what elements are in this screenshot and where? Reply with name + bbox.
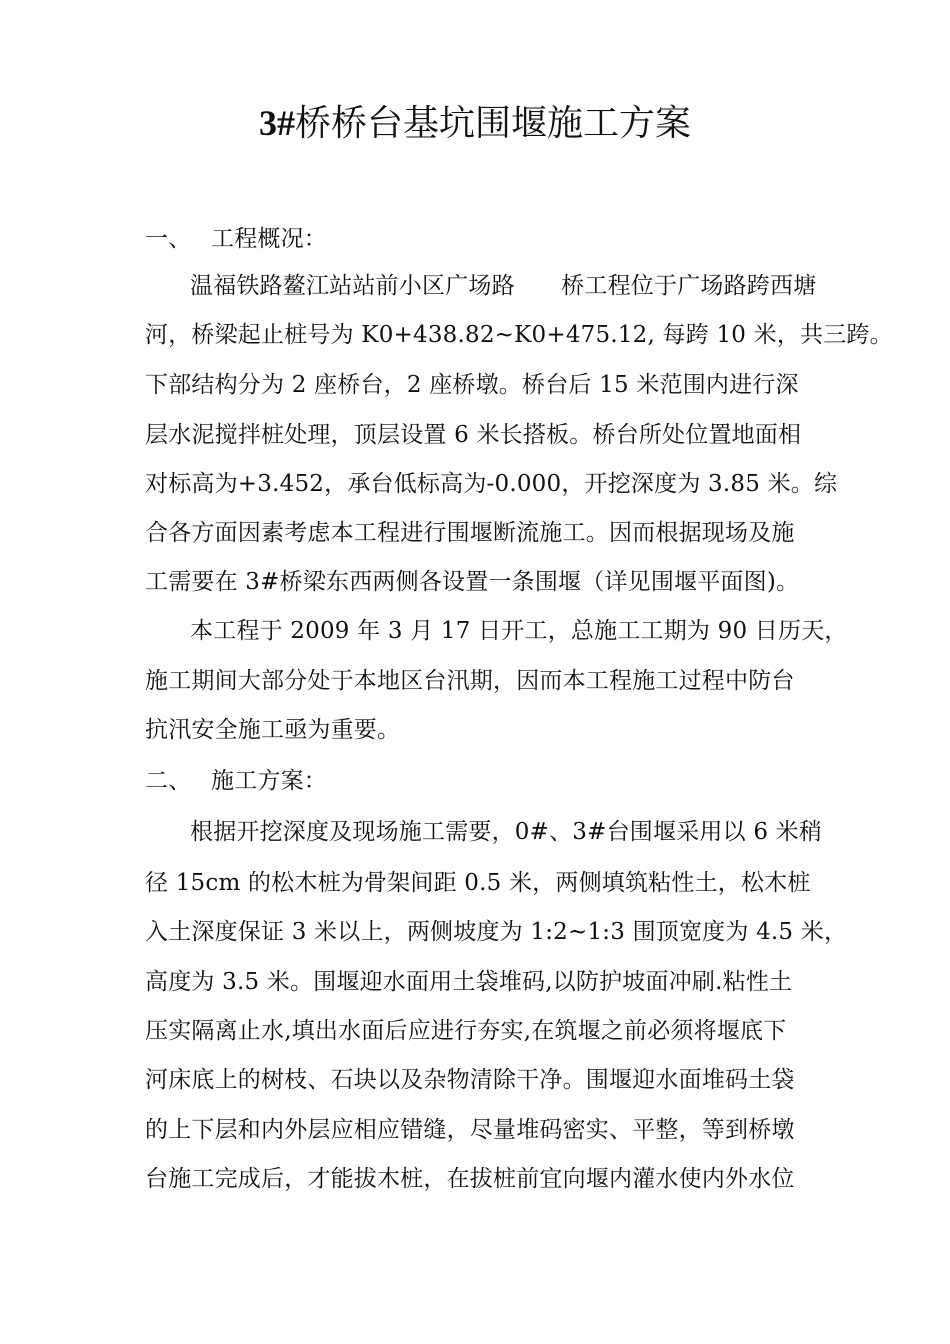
section-number: 二、 bbox=[145, 768, 192, 794]
paragraph-line: 台施工完成后，才能拔木桩，在拔桩前宜向堰内灌水使内外水位 bbox=[145, 1166, 795, 1192]
section-title: 施工方案： bbox=[211, 768, 327, 794]
paragraph-line: 本工程于 2009 年 3 月 17 日开工，总施工工期为 90 日历天， bbox=[190, 618, 848, 644]
paragraph-line: 的上下层和内外层应相应错缝，尽量堆码密实、平整，等到桥墩 bbox=[145, 1117, 795, 1143]
paragraph-line: 压实隔离止水,填出水面后应进行夯实,在筑堰之前必须将堰底下 bbox=[145, 1018, 787, 1044]
paragraph-line: 层水泥搅拌桩处理，顶层设置 6 米长搭板。桥台所处位置地面相 bbox=[145, 422, 802, 448]
paragraph-line: 根据开挖深度及现场施工需要，0#、3#台围堰采用以 6 米稍 bbox=[190, 819, 823, 845]
section-number: 一、 bbox=[145, 226, 192, 252]
paragraph-line: 工需要在 3#桥梁东西两侧各设置一条围堰（详见围堰平面图)。 bbox=[145, 569, 800, 595]
title-text: 桥桥台基坑围堰施工方案 bbox=[294, 103, 691, 144]
paragraph-line: 入土深度保证 3 米以上，两侧坡度为 1:2~1:3 围顶宽度为 4.5 米， bbox=[145, 919, 848, 945]
paragraph-line: 河，桥梁起止桩号为 K0+438.82~K0+475.12, 每跨 10 米，共三跨。 bbox=[145, 322, 893, 348]
paragraph-line: 合各方面因素考虑本工程进行围堰断流施工。因而根据现场及施 bbox=[145, 520, 795, 546]
paragraph-line: 高度为 3.5 米。围堰迎水面用土袋堆码,以防护坡面冲刷.粘性土 bbox=[145, 969, 793, 995]
paragraph-line: 温福铁路鳌江站站前小区广场路 桥工程位于广场路跨西塘 bbox=[190, 273, 817, 299]
paragraph-line: 径 15cm 的松木桩为骨架间距 0.5 米，两侧填筑粘性土，松木桩 bbox=[145, 870, 811, 896]
section-heading bbox=[145, 224, 327, 254]
paragraph-line: 对标高为+3.452，承台低标高为-0.000，开挖深度为 3.85 米。综 bbox=[145, 471, 838, 497]
page-title bbox=[0, 98, 950, 149]
section-title: 工程概况： bbox=[211, 226, 327, 252]
paragraph-line: 下部结构分为 2 座桥台，2 座桥墩。桥台后 15 米范围内进行深 bbox=[145, 372, 799, 398]
title-number: 3# bbox=[258, 103, 295, 143]
paragraph-line: 施工期间大部分处于本地区台汛期，因而本工程施工过程中防台 bbox=[145, 668, 795, 694]
paragraph-line: 抗汛安全施工亟为重要。 bbox=[145, 717, 401, 743]
paragraph-line: 河床底上的树枝、石块以及杂物清除干净。围堰迎水面堆码土袋 bbox=[145, 1067, 795, 1093]
section-heading bbox=[145, 766, 327, 796]
